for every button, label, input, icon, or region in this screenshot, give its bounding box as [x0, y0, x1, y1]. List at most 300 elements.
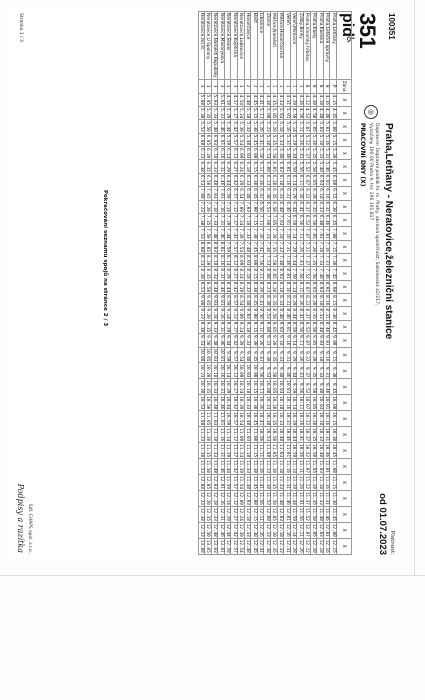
departure-time: 13.01 [218, 539, 224, 553]
departure-time: 6.23 [264, 174, 270, 186]
departure-time: 7.27 [231, 214, 237, 226]
departure-time: 9.01 [218, 295, 224, 306]
trip-column-header: X [337, 133, 352, 146]
departure-time: 12.29 [291, 539, 297, 553]
departure-time: 7.20 [205, 201, 211, 212]
departure-time: 9.33 [212, 321, 218, 333]
departure-time: 12.53 [198, 523, 204, 537]
departure-time: 12.14 [225, 491, 231, 505]
departure-time: 5.44 [291, 148, 297, 159]
departure-time: 8.01 [218, 241, 224, 252]
departure-time: 7.16 [324, 241, 330, 252]
departure-time: 12.35 [205, 507, 211, 521]
departure-time: 5.20 [271, 121, 277, 132]
departure-time: 8.56 [258, 308, 264, 319]
departure-time: 7.18 [277, 228, 283, 239]
departure-time: 8.33 [244, 281, 250, 293]
departure-time: 11.18 [277, 460, 283, 473]
departure-time: 12.03 [317, 523, 323, 537]
departure-time: 5.16 [324, 134, 330, 146]
departure-time: 8.41 [297, 308, 303, 319]
departure-time: 6.30 [251, 174, 257, 186]
departure-time: 9.45 [251, 347, 258, 363]
printer-credit: Sdf. CHAPS spol. s r.o. [27, 503, 32, 553]
departure-time: 7.03 [244, 201, 250, 212]
departure-time: 5.35 [271, 134, 277, 146]
departure-time: 8.48 [317, 321, 323, 333]
departure-time: 8.31 [218, 268, 224, 279]
departure-time: 8.15 [330, 295, 336, 306]
departure-time: 11.48 [317, 507, 323, 521]
departure-time: 9.35 [271, 347, 278, 363]
departure-time: 5.33 [317, 148, 323, 159]
departure-time: 8.29 [291, 295, 297, 306]
departure-time: 4.48 [317, 108, 323, 119]
departure-time: 12.31 [218, 507, 224, 521]
departure-time: 11.01 [324, 460, 330, 473]
departure-time: 5.07 [304, 121, 310, 132]
departure-time: 7.48 [244, 241, 250, 252]
departure-time: 11.03 [212, 412, 218, 426]
trip-column-header: X [337, 227, 352, 240]
departure-time: 7.35 [310, 254, 316, 266]
departure-time: 12.18 [317, 539, 323, 553]
departure-time: 10.09 [238, 364, 244, 378]
table-row [251, 12, 258, 555]
departure-time: 11.08 [264, 444, 270, 458]
departure-time: 10.07 [304, 396, 310, 410]
departure-time: 9.50 [310, 379, 317, 395]
departure-time: 9.23 [198, 308, 204, 319]
departure-time: 10.23 [264, 396, 270, 410]
departure-time: 7.38 [264, 241, 270, 252]
departure-time: 5.11 [297, 121, 303, 132]
departure-time: 12.00 [251, 491, 257, 505]
departure-time: 5.56 [258, 148, 264, 159]
departure-time: 11.38 [198, 444, 204, 458]
departure-time: 12.03 [212, 476, 218, 489]
departure-time: 5.52 [304, 161, 310, 172]
departure-time: 11.12 [231, 428, 237, 442]
departure-time: 6.48 [212, 174, 218, 186]
departure-time: 7.11 [258, 214, 264, 226]
departure-time: 5.50 [205, 121, 211, 132]
departure-time: 6.53 [198, 174, 204, 186]
departure-time: 7.15 [251, 214, 257, 226]
departure-time: 10.11 [258, 380, 264, 394]
departure-time: 6.05 [271, 161, 277, 172]
trip-column-header: X [337, 120, 352, 133]
departure-time: 10.41 [258, 412, 264, 426]
departure-time: 5.48 [244, 134, 250, 146]
departure-time: 8.59 [225, 295, 231, 306]
signature: Podpisy a razítka [16, 483, 25, 553]
departure-time: 9.03 [244, 308, 250, 319]
departure-time: 9.48 [212, 335, 218, 346]
departure-time: 11.16 [324, 476, 330, 489]
departure-time: 8.08 [264, 268, 270, 279]
departure-time: 5.42 [231, 121, 237, 132]
departure-time: 11.20 [205, 428, 211, 442]
departure-time: 8.48 [244, 295, 250, 306]
departure-time: 6.16 [284, 174, 290, 186]
departure-time: 5.01 [324, 121, 330, 132]
departure-time: 10.26 [297, 412, 303, 426]
departure-time: 7.08 [264, 214, 270, 226]
stop-name: Zlonín [264, 12, 271, 80]
departure-time: 10.33 [212, 380, 218, 394]
departure-time: 9.09 [238, 308, 244, 319]
departure-time: 8.14 [225, 254, 231, 266]
departure-time: 5.29 [291, 134, 297, 146]
departure-time: 9.18 [212, 308, 218, 319]
departure-time: 7.18 [212, 201, 218, 212]
departure-time: 12.01 [324, 523, 330, 537]
departure-time: 8.05 [310, 281, 316, 293]
departure-time: 8.23 [198, 254, 204, 266]
departure-time: 12.45 [251, 539, 257, 553]
departure-time: 8.16 [218, 254, 224, 266]
departure-time: 7.20 [310, 241, 316, 252]
departure-time: 11.31 [218, 444, 224, 458]
departure-time: 11.14 [291, 460, 297, 473]
departure-time: 7.29 [225, 214, 231, 226]
departure-time: 7.09 [238, 201, 244, 212]
departure-time: 11.31 [284, 476, 290, 489]
departure-time: 12.46 [218, 523, 224, 537]
departure-time: 12.16 [284, 523, 290, 537]
departure-time: 6.03 [244, 148, 250, 159]
departure-time: 10.20 [310, 412, 316, 426]
zone-cell: B [323, 79, 330, 93]
departure-time: 6.46 [218, 174, 224, 186]
table-row [211, 12, 218, 555]
departure-time: 12.23 [264, 523, 270, 537]
departure-time: 5.16 [284, 121, 290, 132]
departure-time: 9.14 [225, 308, 231, 319]
departure-time: 9.35 [310, 363, 317, 379]
departure-time: 5.38 [198, 108, 204, 119]
departure-time: 6.18 [317, 188, 323, 199]
departure-time: 8.03 [317, 281, 323, 293]
departure-time: 7.41 [258, 241, 264, 252]
departure-time: 6.44 [291, 201, 297, 212]
departure-time: 9.35 [205, 321, 211, 333]
departure-time: 8.53 [264, 308, 270, 319]
departure-time: 5.20 [310, 134, 316, 146]
departure-time: 12.33 [212, 507, 218, 521]
departure-time: 10.08 [198, 348, 204, 362]
departure-time: 4.59 [291, 108, 297, 119]
table-row [198, 12, 205, 555]
departure-time: 9.03 [277, 321, 283, 333]
trip-column-header: X [337, 459, 352, 475]
departure-time: 11.46 [284, 491, 290, 505]
departure-time: 4.52 [304, 108, 310, 119]
departure-time: 8.20 [205, 254, 211, 266]
departure-time: 7.56 [258, 254, 264, 266]
departure-time: 10.33 [244, 396, 250, 410]
departure-time: 9.16 [323, 347, 330, 363]
departure-time: 12.03 [277, 507, 283, 521]
departure-time: 5.30 [330, 148, 336, 159]
departure-time: 6.45 [330, 214, 336, 226]
departure-time: 6.05 [310, 174, 316, 186]
stop-name: Veleň,Mírovice [290, 12, 297, 80]
stop-name: Neratovice,Lobkovice [238, 12, 245, 80]
departure-time: 10.30 [330, 428, 336, 442]
stop-name: Praha,Kbely [310, 12, 317, 80]
departure-time: 9.59 [224, 347, 231, 363]
departure-time: 12.20 [271, 523, 277, 537]
departure-time: 4.41 [258, 94, 264, 106]
departure-time: 9.31 [218, 321, 224, 333]
departure-time: 10.59 [225, 412, 231, 426]
departure-time: 9.45 [330, 379, 337, 395]
departure-time: 7.12 [231, 201, 237, 212]
departure-time: 10.31 [218, 380, 224, 394]
departure-time: 10.42 [231, 396, 237, 410]
departure-time: 12.35 [271, 539, 277, 553]
departure-time: 10.56 [297, 444, 303, 458]
departure-time: 12.16 [218, 491, 224, 505]
departure-time: 5.56 [297, 161, 303, 172]
stop-name: Hovorčovice [244, 12, 251, 80]
departure-time: 11.26 [297, 476, 303, 489]
departure-time: 9.18 [244, 321, 250, 333]
departure-time: 7.42 [231, 228, 237, 239]
departure-time: 8.18 [244, 268, 250, 279]
trip-column-header: X [337, 427, 352, 443]
departure-time: 7.18 [317, 241, 323, 252]
departure-time: 11.48 [244, 476, 250, 489]
departure-time: 7.57 [231, 241, 237, 252]
zone-cell: 2 [251, 79, 258, 93]
departure-time: 8.11 [258, 268, 264, 279]
departure-time: 5.23 [264, 121, 270, 132]
departure-time: 6.16 [218, 148, 224, 159]
departure-time: 8.20 [271, 281, 277, 293]
departure-time: 6.00 [330, 174, 336, 186]
departure-time: 5.15 [330, 134, 336, 146]
departure-time: 8.56 [297, 321, 303, 333]
operator-note: Dopravce: Dopravní podnik hl. m. Prahy, akciová společnost; Sokolovská 42/217, Vysočany 190 00 Praha 9, tel. 296 191 817 [368, 123, 379, 306]
departure-time: 11.33 [317, 491, 323, 505]
departure-time: 8.01 [284, 268, 290, 279]
departure-time: 7.35 [271, 241, 277, 252]
departure-time: 6.39 [238, 174, 244, 186]
departure-time: 6.33 [244, 174, 250, 186]
departure-time: 8.00 [330, 281, 336, 293]
departure-time: 11.38 [264, 476, 270, 489]
departure-time: 11.46 [324, 507, 330, 521]
departure-time: 12.48 [212, 523, 218, 537]
departure-time: 5.38 [264, 134, 270, 146]
table-row [304, 12, 311, 555]
departure-time: 6.23 [198, 148, 204, 159]
departure-time: 11.30 [251, 460, 257, 473]
departure-time: 9.53 [264, 363, 271, 379]
departure-time: 10.35 [205, 380, 211, 394]
departure-time: 9.39 [238, 335, 244, 346]
departure-time: 6.18 [212, 148, 218, 159]
departure-time: 12.27 [231, 507, 237, 521]
departure-time: 12.18 [212, 491, 218, 505]
departure-time: 8.30 [251, 281, 257, 293]
departure-time: 11.14 [225, 428, 231, 442]
departure-time: 7.31 [284, 241, 290, 252]
departure-time: 10.00 [251, 364, 257, 378]
departure-time: 11.42 [231, 460, 237, 473]
departure-time: 6.42 [231, 174, 237, 186]
departure-time: 8.57 [231, 295, 237, 306]
departure-time: 7.07 [304, 228, 310, 239]
table-row [330, 12, 337, 555]
departure-time: 8.03 [244, 254, 250, 266]
departure-time: 9.18 [277, 335, 283, 346]
departure-time: 9.07 [304, 335, 310, 346]
departure-time: 11.23 [264, 460, 270, 473]
departure-time: 12.42 [231, 523, 237, 537]
departure-time: 9.27 [231, 321, 237, 333]
departure-time: 11.54 [238, 476, 244, 489]
departure-time: 11.05 [271, 444, 277, 458]
departure-time: 5.46 [324, 161, 330, 172]
departure-time: 6.03 [277, 161, 283, 172]
stop-name: Měšice,Náměstí [271, 12, 278, 80]
departure-time: 8.33 [317, 308, 323, 319]
departure-time: 5.14 [291, 121, 297, 132]
departure-time: 10.05 [271, 380, 277, 394]
departure-time: 9.00 [330, 335, 336, 346]
departure-time: 10.31 [284, 412, 290, 426]
departure-time: 11.33 [277, 476, 283, 489]
departure-time: 6.50 [205, 174, 211, 186]
departure-time: 5.59 [291, 161, 297, 172]
departure-time: 7.14 [225, 201, 231, 212]
departure-time: 9.48 [244, 347, 251, 363]
stop-name: Líbeznice [257, 12, 264, 80]
departure-time: 10.29 [225, 380, 231, 394]
zone-column-header: Zóna [337, 79, 352, 93]
stop-name: Praha,Kbelská [317, 12, 324, 80]
departure-time: 8.26 [297, 295, 303, 306]
departure-time: 11.44 [225, 460, 231, 473]
trip-column-header: X [337, 379, 352, 395]
departure-time: 7.41 [297, 254, 303, 266]
departure-time: 8.01 [324, 281, 330, 293]
departure-time: 12.15 [251, 507, 257, 521]
departure-time: 8.53 [198, 281, 204, 293]
departure-time: 12.14 [291, 523, 297, 537]
departure-time: 10.01 [284, 380, 290, 394]
timetable-body [198, 12, 336, 555]
departure-time: 10.48 [244, 412, 250, 426]
departure-time: 6.59 [291, 214, 297, 226]
departure-time: 6.33 [317, 201, 323, 212]
departure-time: 12.23 [198, 491, 204, 505]
departure-time: 11.01 [218, 412, 224, 426]
zone-cell: 1 [297, 79, 304, 93]
table-row [205, 12, 212, 555]
departure-time: 10.50 [310, 444, 316, 458]
departure-time: 13.03 [212, 539, 218, 553]
departure-time: 5.05 [310, 121, 316, 132]
departure-time: 10.46 [324, 444, 330, 458]
departure-time: 6.07 [304, 174, 310, 186]
zone-cell: 3 [218, 79, 225, 93]
trip-column-header: X [337, 200, 352, 213]
departure-time: 7.35 [205, 214, 211, 226]
departure-time: 10.18 [212, 364, 218, 378]
departure-time: 7.30 [330, 254, 336, 266]
departure-time: 4.48 [244, 94, 250, 106]
departure-time: 12.29 [225, 507, 231, 521]
departure-time: 5.50 [310, 161, 316, 172]
table-row [317, 12, 324, 555]
table-row [231, 12, 238, 555]
departure-time: 10.45 [330, 444, 336, 458]
departure-time: 7.00 [330, 228, 336, 239]
departure-time: 7.03 [277, 214, 283, 226]
departure-time: 4.29 [291, 94, 297, 106]
zone-cell: 1 [284, 79, 291, 93]
departure-time: 11.39 [238, 460, 244, 473]
departure-time: 6.18 [277, 174, 283, 186]
departure-time: 6.53 [264, 201, 270, 212]
departure-time: 7.18 [244, 214, 250, 226]
departure-time: 9.33 [277, 347, 284, 363]
departure-time: 9.18 [317, 347, 324, 363]
departure-time: 11.56 [258, 491, 264, 505]
departure-time: 10.48 [317, 444, 323, 458]
departure-time: 11.15 [251, 444, 257, 458]
departure-time: 5.31 [218, 108, 224, 119]
departure-time: 7.08 [198, 188, 204, 199]
departure-time: 10.53 [198, 396, 204, 410]
departure-time: 5.57 [231, 134, 237, 146]
departure-time: 8.35 [271, 295, 277, 306]
departure-time: 11.05 [310, 460, 316, 473]
departure-time: 5.11 [258, 108, 264, 119]
departure-time: 11.00 [251, 428, 257, 442]
departure-time: 7.24 [238, 214, 244, 226]
departure-time: 8.42 [231, 281, 237, 293]
departure-time: 6.48 [244, 188, 250, 199]
departure-time: 5.33 [244, 121, 250, 132]
departure-time: 11.33 [244, 460, 250, 473]
departure-time: 10.15 [251, 380, 257, 394]
zone-cell: 3 [231, 79, 238, 93]
departure-time: 4.45 [251, 94, 257, 106]
departure-time: 4.26 [297, 94, 303, 106]
trip-column-header: X [337, 160, 352, 173]
departure-time: 5.27 [231, 108, 237, 119]
departure-time: 9.12 [231, 308, 237, 319]
trip-column-header: X [337, 147, 352, 160]
departure-time: 9.42 [231, 335, 237, 346]
departure-time: 10.20 [205, 364, 211, 378]
departure-time: 10.18 [317, 412, 323, 426]
departure-time: 8.18 [212, 254, 218, 266]
departure-time: 6.18 [244, 161, 250, 172]
departure-time: 10.24 [238, 380, 244, 394]
departure-time: 12.31 [284, 539, 290, 553]
departure-time: 12.57 [231, 539, 237, 553]
departure-time: 11.15 [330, 476, 336, 489]
departure-time: 11.41 [258, 476, 264, 489]
departure-time: 12.15 [330, 539, 336, 553]
